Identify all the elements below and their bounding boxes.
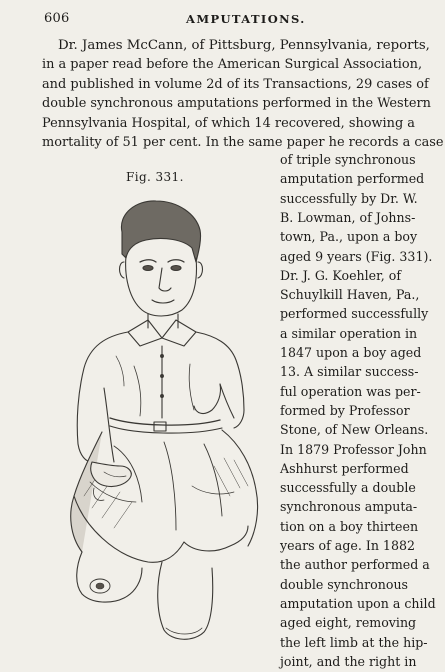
figure-illustration-boy [44,196,264,656]
text-line: successfully by Dr. W. [280,190,418,206]
text-line: B. Lowman, of Johns- [280,209,416,225]
text-line: performed successfully [280,306,429,322]
text-line: a similar operation in [280,325,418,341]
figure-caption: Fig. 331. [126,170,184,184]
text-line: years of age. In 1882 [280,538,415,553]
page-number: 606 [44,11,70,26]
text-line: 1847 upon a boy aged [280,345,422,360]
text-line: the author performed a [280,557,430,573]
text-line: aged 9 years (Fig. 331). [280,248,433,264]
running-head: AMPUTATIONS. [186,12,306,26]
text-line: Dr. J. G. Koehler, of [280,267,402,283]
text-line: synchronous amputa- [280,499,418,515]
text-line: Ashhurst performed [280,460,409,476]
text-line: in a paper read before the American Surgical Association, [42,57,423,73]
text-line: 13. A similar success- [280,364,419,380]
text-line: joint, and the right in [280,653,417,669]
text-line: of triple synchronous [280,152,416,167]
text-line: amputation performed [280,171,425,187]
text-line: aged eight, removing [280,615,417,631]
text-line: town, Pa., upon a boy [280,229,418,245]
text-line: successfully a double [280,480,416,496]
text-line: Stone, of New Orleans. [280,422,429,438]
text-line: ful operation was per- [280,383,421,399]
text-line: amputation upon a child [280,595,436,611]
text-line: Dr. James McCann, of Pittsburg, Pennsylvania, reports, [58,38,430,53]
text-line: formed by Professor [280,402,410,418]
text-line: tion on a boy thirteen [280,518,419,534]
text-line: Pennsylvania Hospital, of which 14 recovered, showing a [42,115,415,131]
text-line: and published in volume 2d of its Transactions, 29 cases of [42,76,429,92]
text-line: mortality of 51 per cent. In the same paper he records a case [42,135,444,150]
text-line: In 1879 Professor John [280,441,427,457]
text-line: the left limb at the hip- [280,634,428,650]
text-line: double synchronous [280,576,409,592]
text-line: Schuylkill Haven, Pa., [280,287,420,303]
text-line: double synchronous amputations performed in the Western [42,96,431,112]
